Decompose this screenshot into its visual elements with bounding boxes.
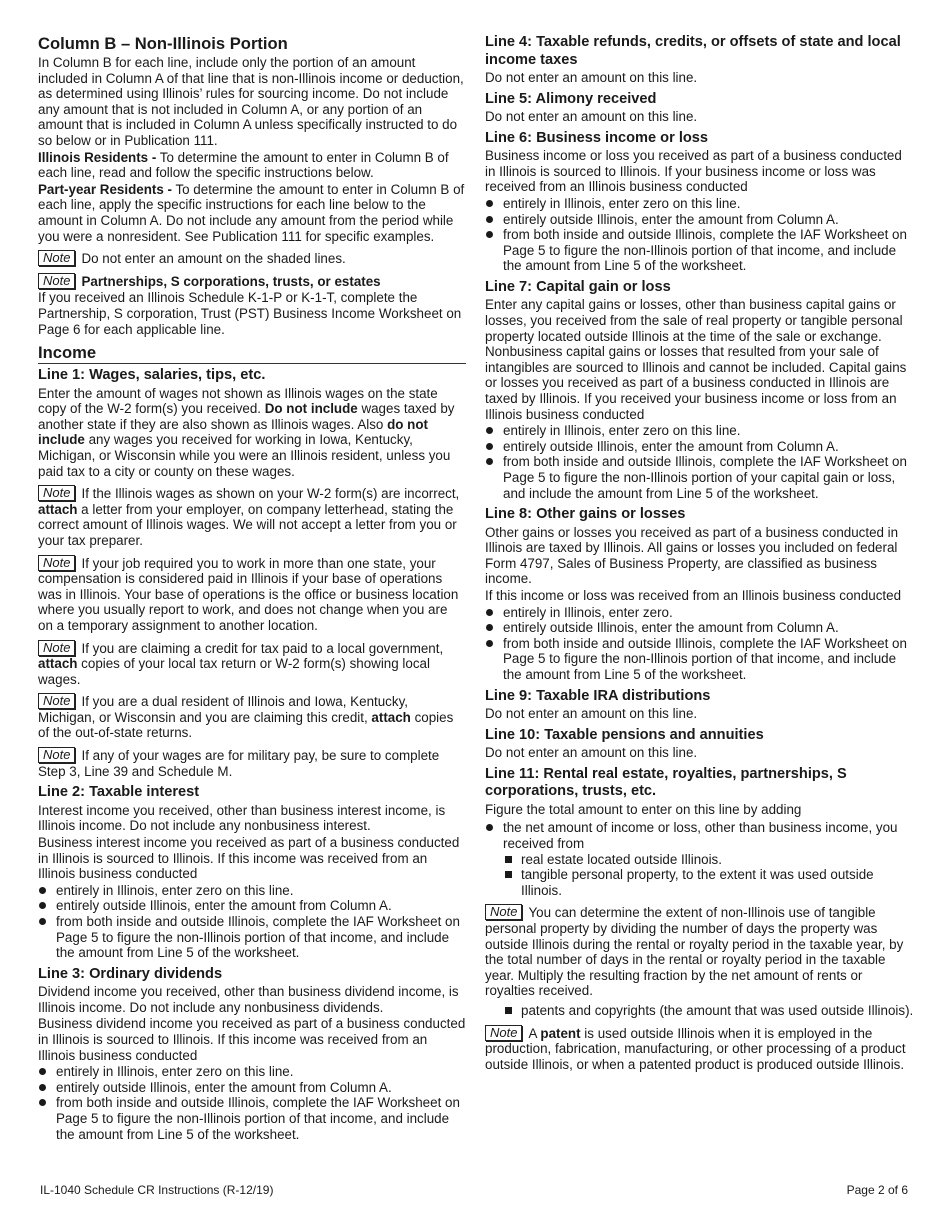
note-shaded-text: Do not enter an amount on the shaded lines. xyxy=(81,251,346,267)
line1-text-part: any wages you received for working in Iowa, Kentucky, Michigan, or Wisconsin while you were an Illinois resident, unless you paid tax to a city or county on these wages. xyxy=(38,432,451,479)
line11-patents-list xyxy=(503,1003,915,1019)
footer-page-number: Page 2 of 6 xyxy=(846,1183,908,1197)
note-text: copies of your local tax return or W-2 form(s) showing local wages. xyxy=(38,656,430,687)
note-text: copies of the out-of-state returns. xyxy=(38,709,454,741)
line4-title: Line 4: Taxable refunds, credits, or offsets of state and local income taxes xyxy=(485,34,901,68)
illinois-residents-text: To determine the amount to enter in Column B of each line, read and follow the specific instructions below. xyxy=(38,149,449,181)
line6-text: Business income or loss you received as part of a business conducted in Illinois is sourced to Illinois. If your business income or loss was received from an Illinois business conducted xyxy=(485,148,902,195)
note-badge: Note xyxy=(38,485,75,501)
note-partnerships xyxy=(38,273,466,290)
partnerships-text: If you received an Illinois Schedule K-1-P or K-1-T, complete the Partnership, S corporation, Trust (PST) Business Income Worksheet on Page 6 for each applicable line. xyxy=(38,290,462,337)
list-item: entirely in Illinois, enter zero on this line. xyxy=(38,1064,466,1080)
note-badge: Note xyxy=(38,747,75,763)
note-badge: Note xyxy=(38,640,75,656)
note-emphasis: attach xyxy=(38,656,78,672)
list-item: from both inside and outside Illinois, complete the IAF Worksheet on Page 5 to figure the non-Illinois portion of that income, and include the amount from Line 5 of the worksheet. xyxy=(38,1095,466,1142)
note-shaded-lines xyxy=(38,250,466,267)
line10-title: Line 10: Taxable pensions and annuities xyxy=(485,726,764,743)
note-badge: Note xyxy=(38,250,75,266)
list-item: tangible personal property, to the extent it was used outside Illinois. xyxy=(503,867,915,898)
line9-text: Do not enter an amount on this line. xyxy=(485,706,698,722)
line8-text-2: If this income or loss was received from an Illinois business conducted xyxy=(485,588,902,604)
line3-text-2: Business dividend income you received as part of a business conducted in Illinois is sourced to Illinois. If this income was received from an Illinois business conducted xyxy=(38,1016,466,1063)
list-item: from both inside and outside Illinois, complete the IAF Worksheet on Page 5 to figure the non-Illinois portion of that income, and include the amount from Line 5 of the worksheet. xyxy=(485,227,915,274)
list-item: real estate located outside Illinois. xyxy=(503,852,915,868)
note-badge: Note xyxy=(485,904,522,920)
right-column xyxy=(485,34,915,1073)
line6-bullet-list xyxy=(485,196,915,274)
line1-text-part: wages taxed by another state if they are also shown as Illinois wages. Also xyxy=(38,401,455,432)
note-badge: Note xyxy=(38,273,75,289)
list-item: entirely outside Illinois, enter the amount from Column A. xyxy=(38,1080,466,1096)
illinois-residents-paragraph xyxy=(38,150,466,181)
line3-text-1: Dividend income you received, other than business dividend income, is Illinois income. Do not include any nonbusiness dividends. xyxy=(38,984,459,1015)
note-dual-resident xyxy=(38,693,466,741)
list-item: entirely outside Illinois, enter the amount from Column A. xyxy=(485,212,915,228)
note-partnerships-title: Partnerships, S corporations, trusts, or estates xyxy=(81,273,381,289)
list-item: entirely in Illinois, enter zero on this line. xyxy=(485,196,915,212)
line10-text: Do not enter an amount on this line. xyxy=(485,745,698,761)
line5-title: Line 5: Alimony received xyxy=(485,90,657,107)
note-text: If your job required you to work in more than one state, your compensation is considered paid in Illinois if your base of operations was in Illinois. Your base of operations is the office or business location where you usually report to work, and does not change when you are on a temporary assignment to another location. xyxy=(38,555,459,633)
note-text: a letter from your employer, on company letterhead, stating the correct amount of Illinois wages. We will not accept a letter from you or your tax preparer. xyxy=(38,501,457,548)
list-item: entirely in Illinois, enter zero on this line. xyxy=(38,883,466,899)
list-item: entirely outside Illinois, enter the amount from Column A. xyxy=(38,898,466,914)
note-emphasis: attach xyxy=(38,501,78,517)
list-item: from both inside and outside Illinois, complete the IAF Worksheet on Page 5 to figure the non-Illinois portion of your capital gain or loss, and include the amount from Line 5 of the worksheet. xyxy=(485,454,915,501)
column-b-text: In Column B for each line, include only the portion of an amount included in Column A of that line that is non-Illinois income or deduction, as determined using Illinois’ rules for sourcing income. Do not include any amount that is not included in Column A, or any portion of an amount that is included in Column A unless specifically instructed to do so below or in Publication 111. xyxy=(38,55,464,148)
note-badge: Note xyxy=(485,1025,522,1041)
line1-title: Line 1: Wages, salaries, tips, etc. xyxy=(38,367,266,384)
line9-title: Line 9: Taxable IRA distributions xyxy=(485,687,711,704)
left-column xyxy=(38,34,466,1142)
note-badge: Note xyxy=(38,555,75,571)
list-item: entirely in Illinois, enter zero. xyxy=(485,605,915,621)
note-text: If you are a dual resident of Illinois and Iowa, Kentucky, Michigan, or Wisconsin and you are claiming this credit, xyxy=(38,694,408,725)
line1-text xyxy=(38,386,466,480)
list-item: patents and copyrights (the amount that was used outside Illinois). xyxy=(503,1003,915,1019)
line7-text: Enter any capital gains or losses, other than business capital gains or losses, you received from the sale of real property or tangible personal property located outside Illinois at the time of the sale or exchange. Nonbusiness capital gains or losses that resulted from your sale of intangibles are sourced to Illinois and cannot be included. Capital gains or losses you received as part of a business conducted in Illinois are taxed by Illinois. If you received your business income or loss from an Illinois business conducted xyxy=(485,297,907,422)
line7-bullet-list xyxy=(485,423,915,501)
line11-bullet-list xyxy=(485,820,915,851)
note-w2-incorrect xyxy=(38,485,466,548)
note-emphasis: attach xyxy=(371,709,411,725)
part-year-residents-label: Part-year Residents - xyxy=(38,181,172,197)
line4-text: Do not enter an amount on this line. xyxy=(485,70,698,85)
note-emphasis: patent xyxy=(540,1025,581,1041)
line1-text-part: Enter the amount of wages not shown as Illinois wages on the state copy of the W-2 form(s) you received. xyxy=(38,385,438,417)
list-item: from both inside and outside Illinois, complete the IAF Worksheet on Page 5 to figure the non-Illinois portion of that income, and include the amount from Line 5 of the worksheet. xyxy=(485,636,915,683)
line11-square-list xyxy=(503,852,915,899)
income-heading: Income xyxy=(38,343,466,364)
part-year-residents-text: To determine the amount to enter in Column B of each line, apply the specific instructions for each line below to the amount in Column A. Do not include any amount from the period while you were a nonresident. See Publication 111 for specific examples. xyxy=(38,181,465,244)
line3-title: Line 3: Ordinary dividends xyxy=(38,965,223,982)
note-local-government xyxy=(38,640,466,688)
note-multiple-states xyxy=(38,555,466,634)
line1-emphasis: do not include xyxy=(38,416,428,448)
note-badge: Note xyxy=(38,693,75,709)
note-text: If you are claiming a credit for tax paid to a local government, xyxy=(81,640,444,656)
line2-bullet-list xyxy=(38,883,466,961)
note-military-pay xyxy=(38,747,466,779)
list-item: entirely outside Illinois, enter the amount from Column A. xyxy=(485,439,915,455)
note-text: is used outside Illinois when it is employed in the production, fabrication, manufacturing, or other processing of a product outside Illinois, or when a patented product is produced outside Illinois. xyxy=(485,1025,906,1072)
note-tangible-property xyxy=(485,904,915,999)
list-item: from both inside and outside Illinois, complete the IAF Worksheet on Page 5 to figure the non-Illinois portion of that income, and include the amount from Line 5 of the worksheet. xyxy=(38,914,466,961)
list-item: entirely in Illinois, enter zero on this line. xyxy=(485,423,915,439)
note-patent xyxy=(485,1025,915,1073)
line2-title: Line 2: Taxable interest xyxy=(38,784,200,801)
column-b-title: Column B – Non-Illinois Portion xyxy=(38,34,288,53)
line2-text-2: Business interest income you received as part of a business conducted in Illinois is sourced to Illinois. If this income was received from an Illinois business conducted xyxy=(38,834,460,882)
line2-text-1: Interest income you received, other than business interest income, is Illinois income. Do not include any nonbusiness interest. xyxy=(38,802,446,834)
note-text: If the Illinois wages as shown on your W-2 form(s) are incorrect, xyxy=(81,486,460,502)
note-text: If any of your wages are for military pay, be sure to complete Step 3, Line 39 and Schedule M. xyxy=(38,748,440,779)
line6-title: Line 6: Business income or loss xyxy=(485,129,709,146)
part-year-residents-paragraph xyxy=(38,182,466,244)
line8-bullet-list xyxy=(485,605,915,683)
note-text: You can determine the extent of non-Illinois use of tangible personal property by dividing the number of days the property was outside Illinois during the rental or royalty period in the taxable year, by the total number of days in the rental or royalty period in the taxable year. Multiply the resulting fraction by the net amount of rents or royalties received. xyxy=(485,905,904,999)
line11-text: Figure the total amount to enter on this line by adding xyxy=(485,801,802,817)
list-item: the net amount of income or loss, other than business income, you received from xyxy=(485,820,915,851)
line8-text-1: Other gains or losses you received as part of a business conducted in Illinois are taxed by Illinois. All gains or losses you included on federal Form 4797, Sales of Business Property, are classified as business income. xyxy=(485,524,899,587)
line7-title: Line 7: Capital gain or loss xyxy=(485,278,671,295)
line3-bullet-list xyxy=(38,1064,466,1142)
line11-title: Line 11: Rental real estate, royalties, partnerships, S corporations, trusts, etc. xyxy=(485,765,847,800)
note-text: A xyxy=(528,1025,541,1041)
line5-text: Do not enter an amount on this line. xyxy=(485,109,698,125)
illinois-residents-label: Illinois Residents - xyxy=(38,149,157,165)
line1-emphasis: Do not include xyxy=(264,401,358,417)
footer-form-id: IL-1040 Schedule CR Instructions (R-12/19) xyxy=(40,1183,274,1197)
line8-title: Line 8: Other gains or losses xyxy=(485,506,686,523)
list-item: entirely outside Illinois, enter the amount from Column A. xyxy=(485,620,915,636)
